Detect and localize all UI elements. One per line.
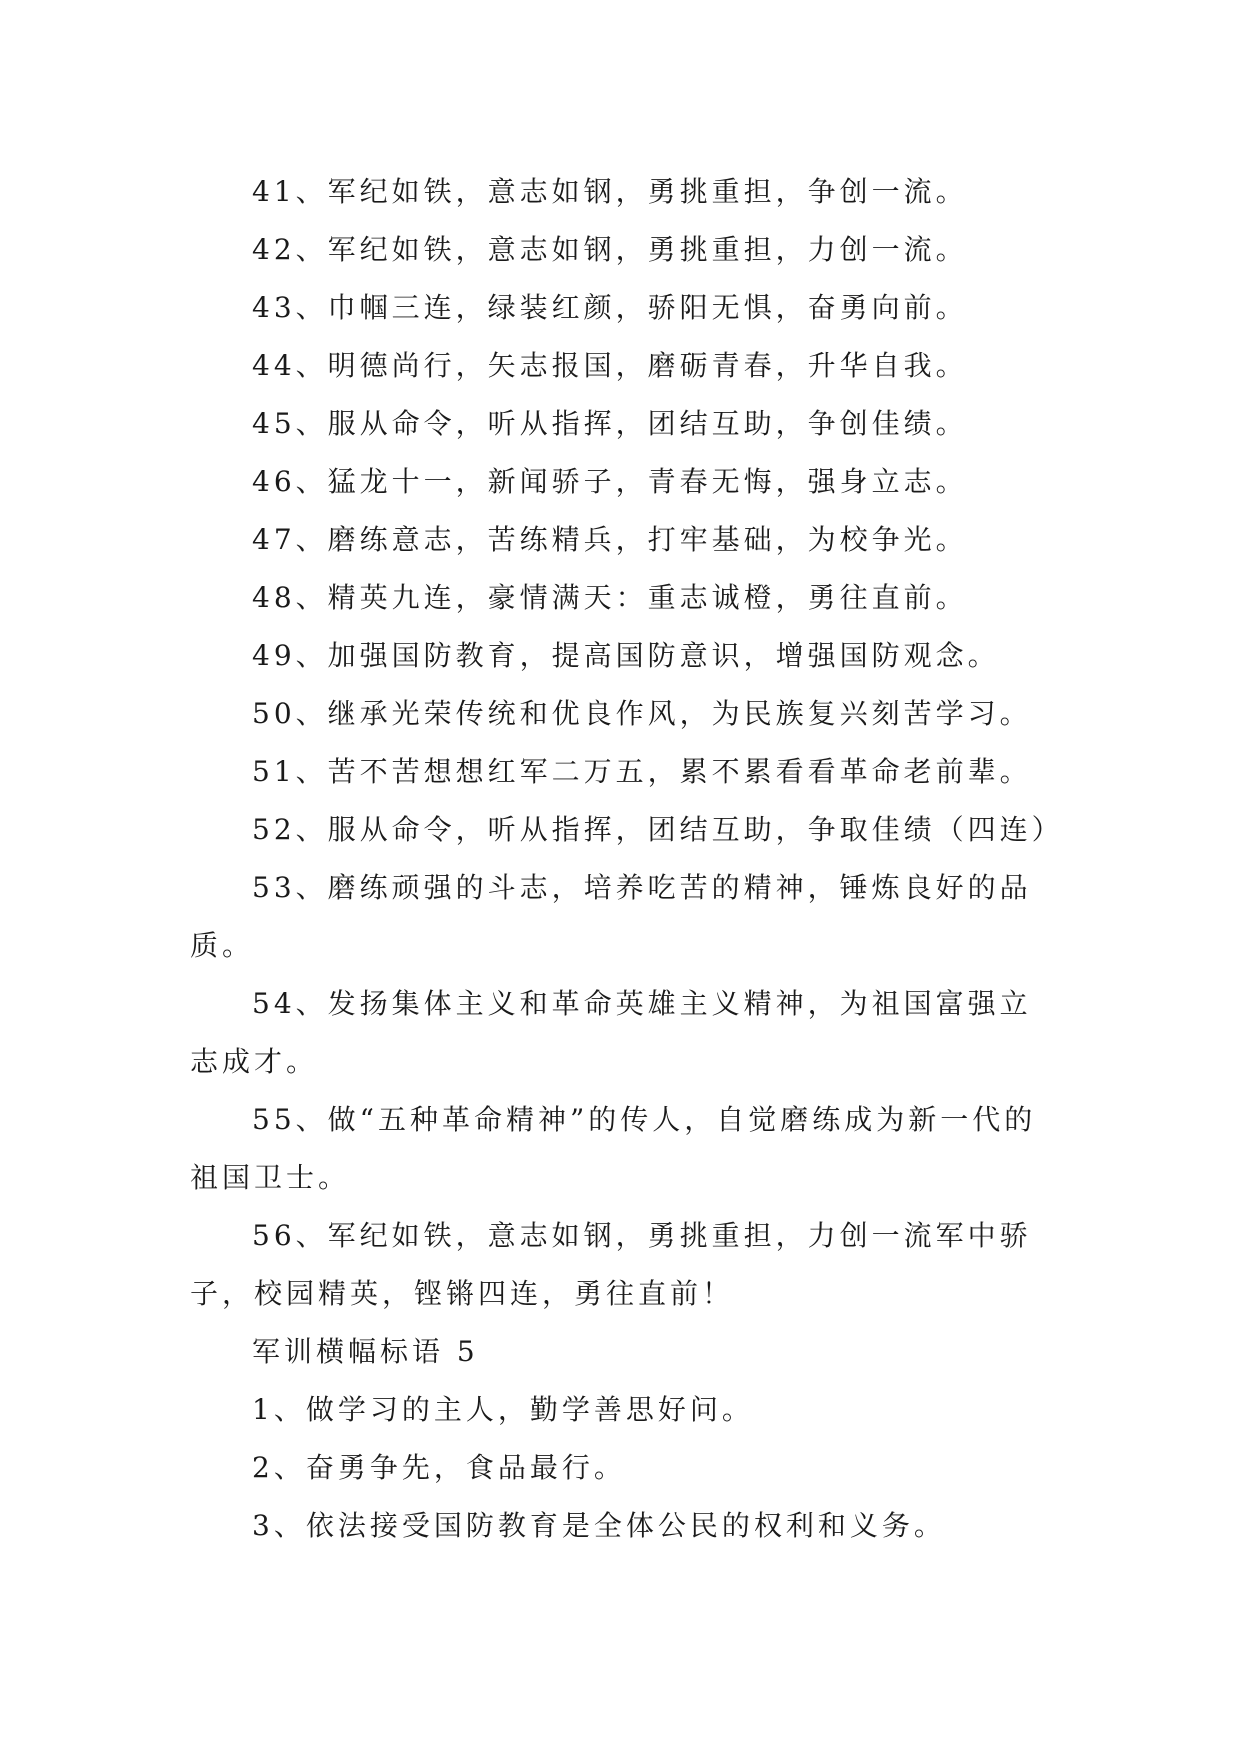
paragraph-56: 56、军纪如铁，意志如钢，勇挑重担，力创一流军中骄子，校园精英，铿锵四连，勇往直前！ xyxy=(190,1219,1032,1310)
paragraph-2: 2、奋勇争先，食品最行。 xyxy=(252,1451,626,1484)
paragraph-42: 42、军纪如铁，意志如钢，勇挑重担，力创一流。 xyxy=(252,233,968,266)
paragraph-51: 51、苦不苦想想红军二万五，累不累看看革命老前辈。 xyxy=(252,755,1032,788)
section-heading: 军训横幅标语 5 xyxy=(252,1335,479,1368)
paragraph-53: 53、磨练顽强的斗志，培养吃苦的精神，锤炼良好的品质。 xyxy=(190,871,1032,962)
paragraph-41: 41、军纪如铁，意志如钢，勇挑重担，争创一流。 xyxy=(252,175,968,208)
paragraph-47: 47、磨练意志，苦练精兵，打牢基础，为校争光。 xyxy=(252,523,968,556)
paragraph-43: 43、巾帼三连，绿装红颜，骄阳无惧，奋勇向前。 xyxy=(252,291,968,324)
paragraph-54: 54、发扬集体主义和革命英雄主义精神，为祖国富强立志成才。 xyxy=(190,987,1032,1078)
paragraph-55: 55、做“五种革命精神”的传人，自觉磨练成为新一代的祖国卫士。 xyxy=(190,1103,1037,1194)
paragraph-49: 49、加强国防教育，提高国防意识，增强国防观念。 xyxy=(252,639,1000,672)
paragraph-50: 50、继承光荣传统和优良作风，为民族复兴刻苦学习。 xyxy=(252,697,1032,730)
document-body xyxy=(190,163,1090,1555)
paragraph-48: 48、精英九连，豪情满天：重志诚橙，勇往直前。 xyxy=(252,581,968,614)
paragraph-52: 52、服从命令，听从指挥，团结互助，争取佳绩（四连） xyxy=(252,813,1064,846)
paragraph-44: 44、明德尚行，矢志报国，磨砺青春，升华自我。 xyxy=(252,349,968,382)
paragraph-45: 45、服从命令，听从指挥，团结互助，争创佳绩。 xyxy=(252,407,968,440)
paragraph-1: 1、做学习的主人，勤学善思好问。 xyxy=(252,1393,754,1426)
paragraph-3: 3、依法接受国防教育是全体公民的权利和义务。 xyxy=(252,1509,946,1542)
paragraph-46: 46、猛龙十一，新闻骄子，青春无悔，强身立志。 xyxy=(252,465,968,498)
